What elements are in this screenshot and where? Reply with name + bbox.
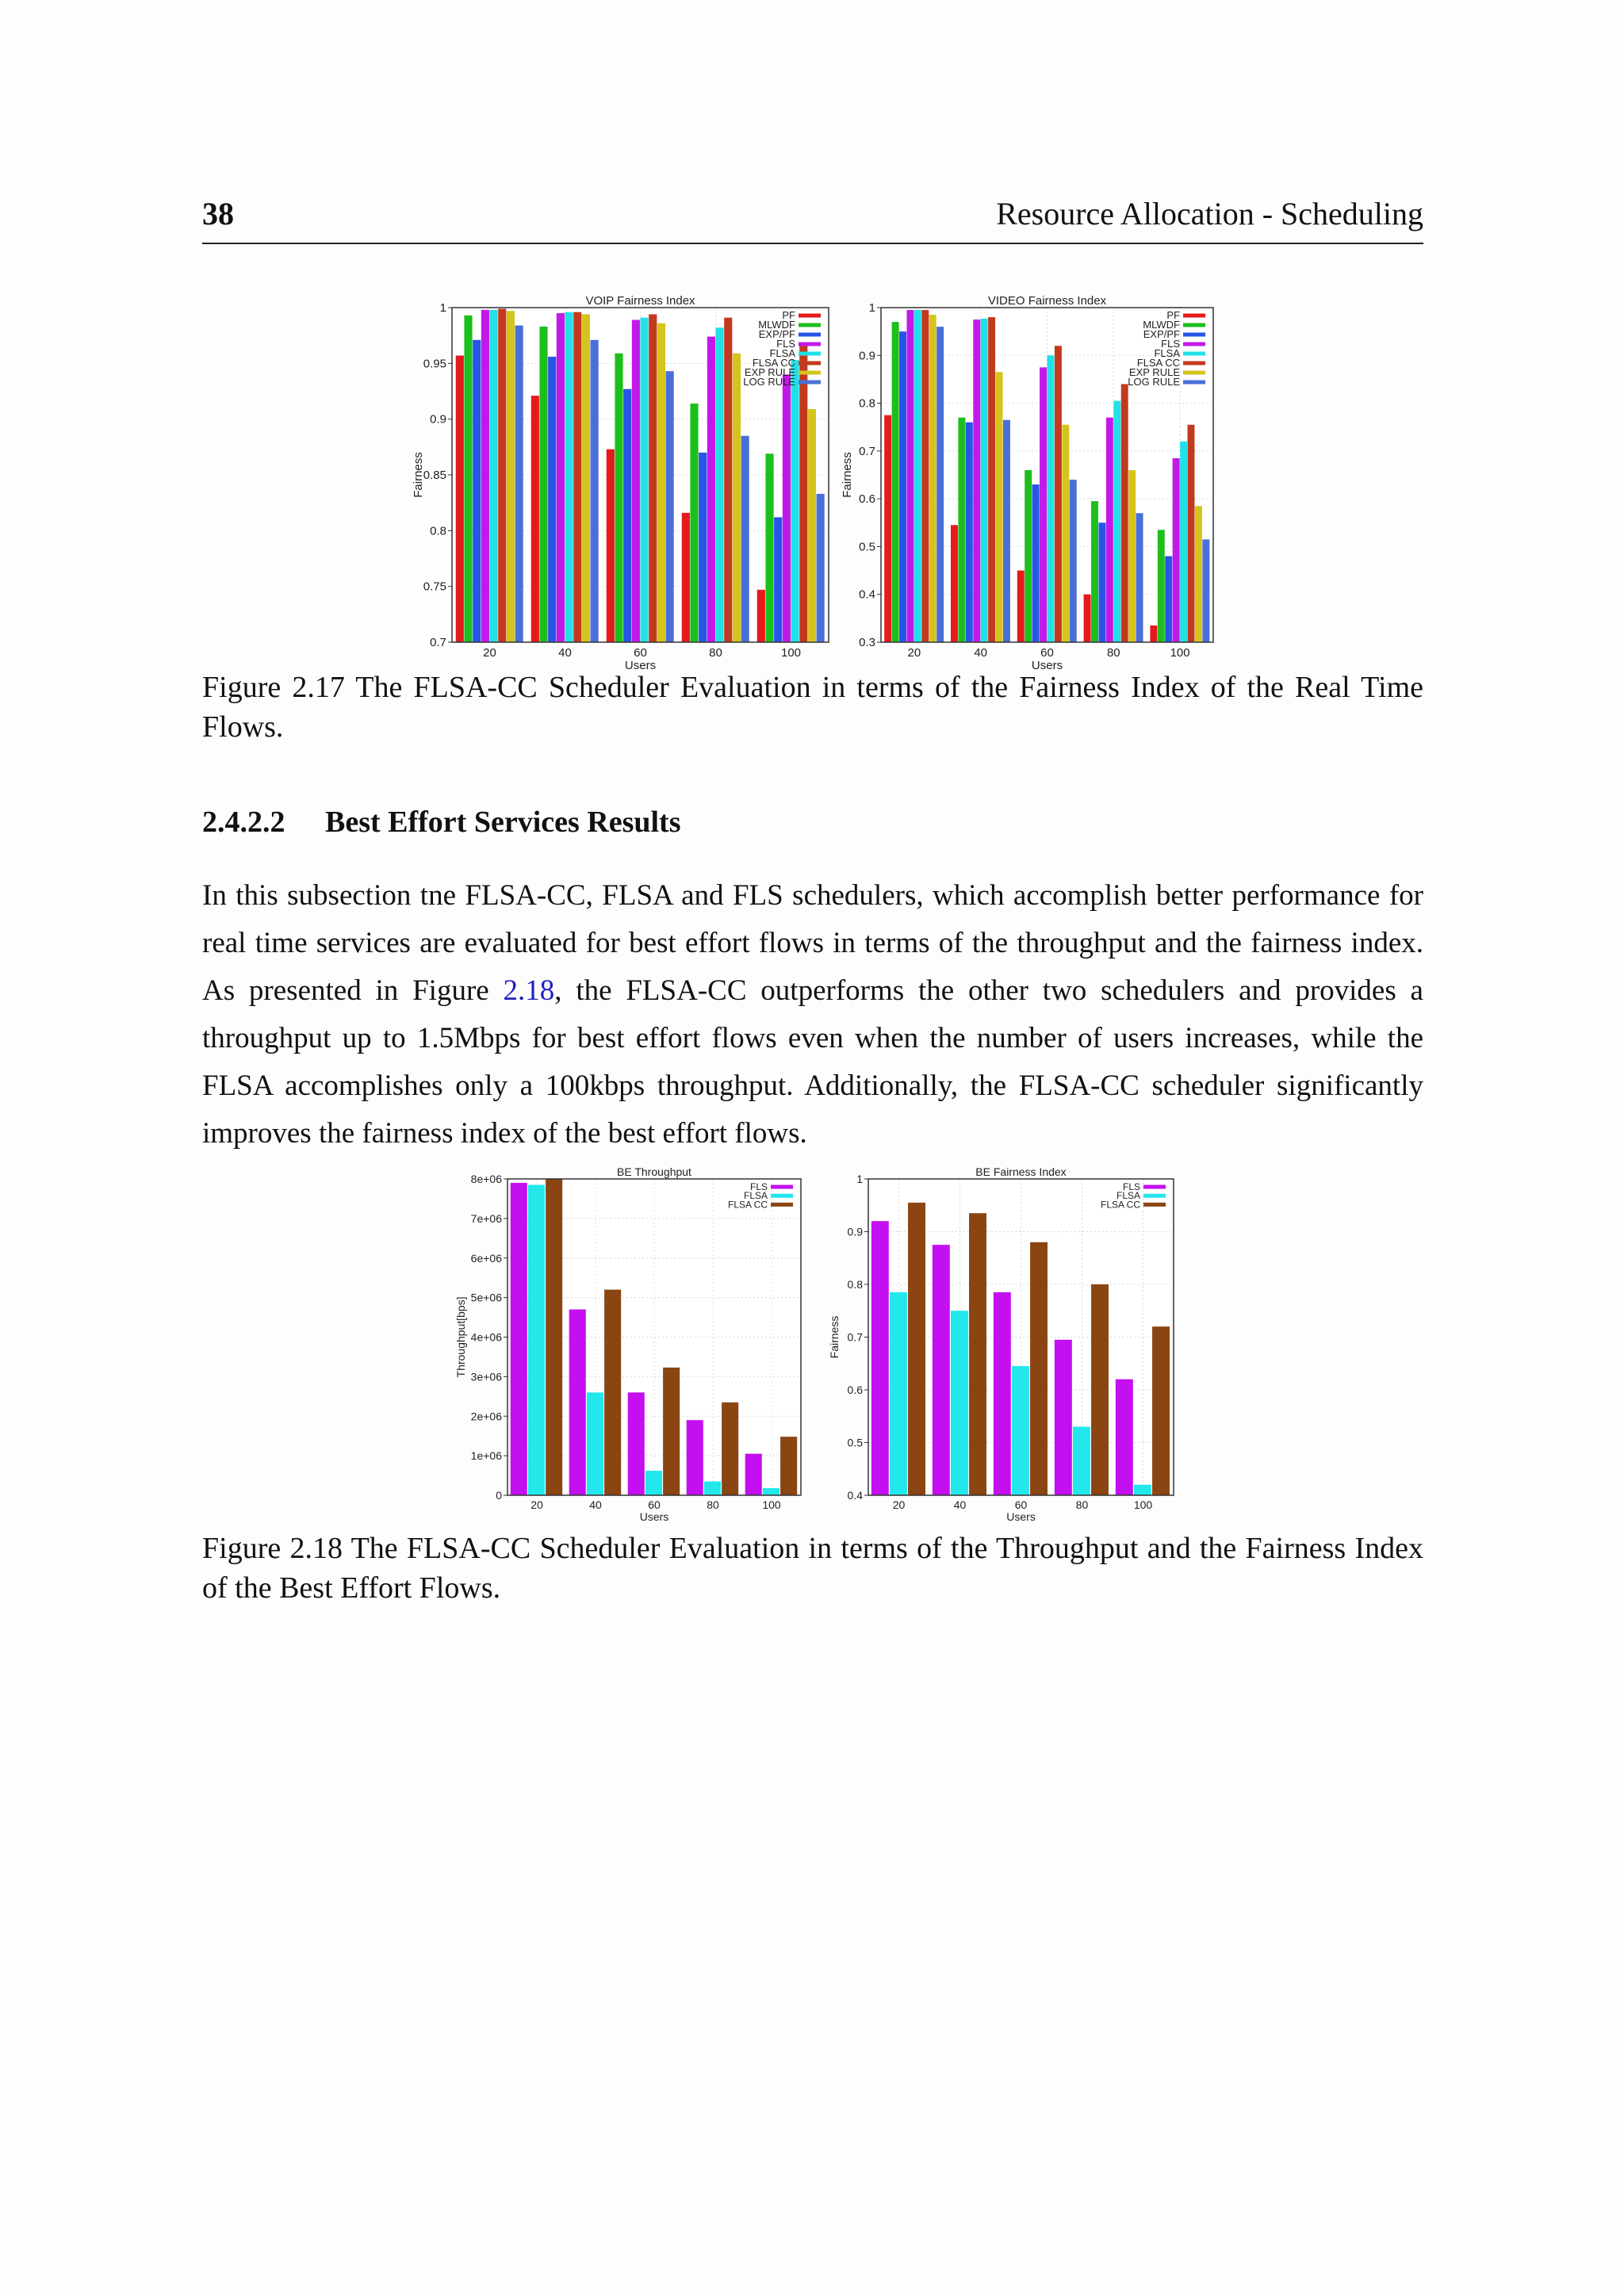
section-title: Best Effort Services Results [325,806,681,839]
bar [981,319,988,642]
legend-label: FLS [776,338,795,350]
x-tick-label: 100 [1133,1498,1153,1511]
bar [929,315,936,642]
y-tick-label: 0.6 [859,492,875,507]
paragraph-text-1: In this subsection tne FLSA-CC, FLSA and FLS schedulers, which accomplish better performance for real time services are evaluated for best effort flows in terms of the throughput and the fairness index. As presented in Figure [202,879,1423,1007]
bar [490,310,498,642]
bar [780,1437,797,1495]
bar [657,323,665,642]
bar [565,312,573,642]
y-axis-label: Fairness [841,452,854,498]
figure-2-17-caption: Figure 2.17 The FLSA-CC Scheduler Evaluation in terms of the Fairness Index of the Real Time Flows. [202,671,1423,744]
page-number: 38 [202,196,234,232]
bar [763,1488,779,1495]
bar [1106,418,1113,642]
bar [890,1292,907,1495]
bar [1134,1485,1151,1495]
y-tick-label: 0.85 [423,469,446,482]
bar [1150,626,1157,642]
bar [791,360,799,642]
bar [1180,442,1187,642]
y-tick-label: 6e+06 [470,1251,502,1265]
y-tick-label: 0.5 [847,1436,863,1449]
bar [871,1221,889,1495]
legend-label: LOG RULE [1128,376,1180,388]
legend-label: PF [1166,309,1180,321]
bar [528,1184,545,1495]
bar [966,423,973,642]
chart-be-fairness [825,1161,1182,1527]
bar [958,418,965,642]
section-heading [202,805,681,840]
running-head: Resource Allocation - Scheduling [996,196,1423,232]
y-tick-label: 7e+06 [470,1211,502,1225]
bar [1152,1326,1170,1495]
section-number: 2.4.2.2 [202,806,285,839]
y-tick-label: 0.6 [847,1383,863,1396]
legend-label: FLSA [1154,347,1180,359]
x-tick-label: 100 [780,646,802,660]
bar [645,1471,662,1495]
bar [548,357,556,642]
bar [994,1292,1011,1495]
x-axis-label: Users [1006,1510,1036,1523]
y-tick-label: 0.7 [847,1330,863,1344]
bar [1128,470,1136,642]
y-tick-label: 5e+06 [470,1291,502,1304]
bar [481,310,489,642]
legend-label: EXP RULE [1128,366,1180,378]
bar [722,1402,738,1495]
bar [687,1420,703,1495]
bar [936,327,944,642]
y-tick-label: 0.9 [859,349,875,363]
legend-label: FLSA [743,1190,768,1202]
y-tick-label: 1e+06 [470,1449,502,1463]
y-axis-label: Throughput[bps] [454,1296,467,1378]
y-tick-label: 3e+06 [470,1370,502,1383]
bar [1070,480,1077,642]
legend-label: MLWDF [758,319,795,331]
legend-label: MLWDF [1143,319,1180,331]
chart-title: VOIP Fairness Index [585,294,695,308]
y-tick-label: 0.4 [859,587,875,602]
bar [988,317,995,642]
x-tick-label: 60 [634,646,647,660]
y-tick-label: 0.8 [859,396,875,411]
bar [569,1310,586,1495]
bar [1195,506,1202,642]
bar [1003,420,1010,642]
bar [456,355,464,642]
paragraph-text-2: , the FLSA-CC outperforms the other two schedulers and provides a throughput up to 1.5Mbps for best effort flows even when the number of users increases, while the FLSA accomplishes only a 100kbps throughput. Additionally, the FLSA-CC scheduler significantly improves the fairness index of the best effort flows. [202,974,1423,1150]
bar [969,1213,986,1495]
bar [498,308,506,642]
bar [1091,501,1098,642]
x-tick-label: 40 [974,646,988,660]
bar [699,453,707,642]
bar [682,513,690,642]
bar [1098,522,1105,642]
legend-label: EXP RULE [744,366,795,378]
bar [1062,425,1069,642]
bar [641,318,649,642]
y-tick-label: 0.95 [423,357,446,371]
legend-label: FLS [749,1181,768,1192]
x-tick-label: 80 [709,646,722,660]
bar [1165,556,1172,642]
bar [628,1392,645,1495]
bar [1055,346,1062,642]
bar [817,494,825,642]
bar [690,404,698,642]
y-axis-label: Fairness [828,1315,841,1359]
bar [1048,355,1055,642]
bar [1084,595,1091,642]
body-paragraph [202,872,1423,1158]
x-tick-label: 60 [1040,646,1054,660]
bar [716,327,724,642]
bar [1136,513,1143,642]
bar [1188,425,1195,642]
y-tick-label: 0.7 [430,636,446,649]
bar [774,517,782,642]
x-tick-label: 20 [530,1498,543,1511]
legend-label: FLSA CC [1136,357,1180,369]
bar [921,310,929,642]
bar [623,389,631,642]
bar [1012,1366,1029,1495]
bar [1025,470,1032,642]
bar [899,331,906,642]
bar [1202,539,1209,642]
y-tick-label: 4e+06 [470,1330,502,1344]
y-tick-label: 0.7 [859,444,875,458]
bar [582,314,590,642]
x-tick-label: 100 [762,1498,781,1511]
y-tick-label: 0 [496,1489,502,1502]
bar [1173,458,1180,642]
y-tick-label: 0.9 [430,412,446,427]
x-axis-label: Users [1031,659,1063,672]
bar [973,320,980,642]
legend-label: FLSA CC [727,1199,768,1211]
bar [1040,367,1047,642]
chart-voip-fairness [408,292,837,674]
bar [464,316,472,642]
x-tick-label: 20 [907,646,921,660]
bar [757,590,765,642]
x-tick-label: 80 [1075,1498,1089,1511]
y-tick-label: 0.8 [847,1278,863,1291]
x-tick-label: 80 [1106,646,1120,660]
y-tick-label: 0.5 [859,540,875,554]
y-tick-label: 1 [439,301,446,315]
bar [632,320,640,642]
bar [707,337,715,642]
legend-label: FLS [1161,338,1180,350]
x-axis-label: Users [624,659,657,672]
x-axis-label: Users [639,1510,669,1523]
bar [666,371,674,642]
bar [741,436,749,642]
bar [515,326,523,642]
bar [1055,1340,1072,1495]
chart-video-fairness [841,292,1220,674]
bar [704,1482,721,1495]
bar [884,415,891,642]
bar [511,1183,527,1495]
legend-label: EXP/PF [758,328,795,340]
bar [1121,384,1128,642]
y-tick-label: 0.8 [430,524,446,538]
bar [1073,1427,1090,1495]
x-tick-label: 20 [483,646,496,660]
bar [733,354,741,642]
bar [604,1290,621,1495]
legend-label: FLSA CC [1100,1199,1140,1211]
y-axis-label: Fairness [412,452,425,498]
bar [808,409,816,642]
legend-label: EXP/PF [1143,328,1180,340]
y-tick-label: 2e+06 [470,1410,502,1423]
bar [649,314,657,642]
bar [996,372,1003,642]
x-tick-label: 60 [1014,1498,1028,1511]
chart-title: VIDEO Fairness Index [987,294,1107,308]
bar [906,310,914,642]
bar [1030,1242,1048,1495]
y-tick-label: 0.75 [423,580,446,594]
y-tick-label: 8e+06 [470,1173,502,1185]
bar [663,1368,680,1495]
bar [1091,1284,1109,1495]
bar [1017,571,1025,642]
chart-be-throughput [452,1161,809,1527]
bar [1116,1380,1133,1495]
bar [799,346,807,642]
y-tick-label: 1 [856,1173,863,1185]
legend-label: FLS [1122,1181,1140,1192]
bar [933,1245,950,1495]
bar [539,327,547,642]
bar [951,525,958,642]
bar [765,453,773,642]
y-tick-label: 0.3 [859,636,875,649]
bar [557,313,565,642]
figure-2-18-caption: Figure 2.18 The FLSA-CC Scheduler Evaluation in terms of the Throughput and the Fairness Index of the Best Effort Flows. [202,1532,1423,1605]
bar [587,1392,603,1495]
figure-2-18-link[interactable]: 2.18 [503,974,555,1007]
bar [531,396,539,642]
legend-label: PF [782,309,795,321]
x-tick-label: 40 [589,1498,602,1511]
chart-title: BE Throughput [617,1165,691,1178]
bar [951,1311,968,1495]
bar [914,310,921,642]
bar [591,340,599,642]
bar [473,340,481,642]
bar [607,450,615,642]
bar [783,374,791,642]
bar [546,1179,562,1495]
x-tick-label: 40 [953,1498,967,1511]
legend-label: FLSA CC [752,357,795,369]
bar [724,318,732,642]
y-tick-label: 0.4 [847,1489,863,1502]
y-tick-label: 1 [868,301,875,315]
bar [1113,401,1120,642]
bar [507,311,515,642]
bar [615,354,622,642]
x-tick-label: 100 [1170,646,1190,660]
legend-label: LOG RULE [743,376,795,388]
bar [745,1454,762,1495]
page-header [202,195,1423,244]
bar [892,322,899,642]
x-tick-label: 40 [558,646,572,660]
x-tick-label: 60 [648,1498,661,1511]
bar [1158,530,1165,642]
chart-title: BE Fairness Index [975,1165,1067,1178]
x-tick-label: 80 [707,1498,719,1511]
x-tick-label: 20 [892,1498,906,1511]
legend-label: FLSA [769,347,795,359]
y-tick-label: 0.9 [847,1225,863,1238]
bar [1032,484,1040,642]
legend-label: FLSA [1116,1190,1140,1202]
bar [573,312,581,642]
bar [908,1203,925,1495]
